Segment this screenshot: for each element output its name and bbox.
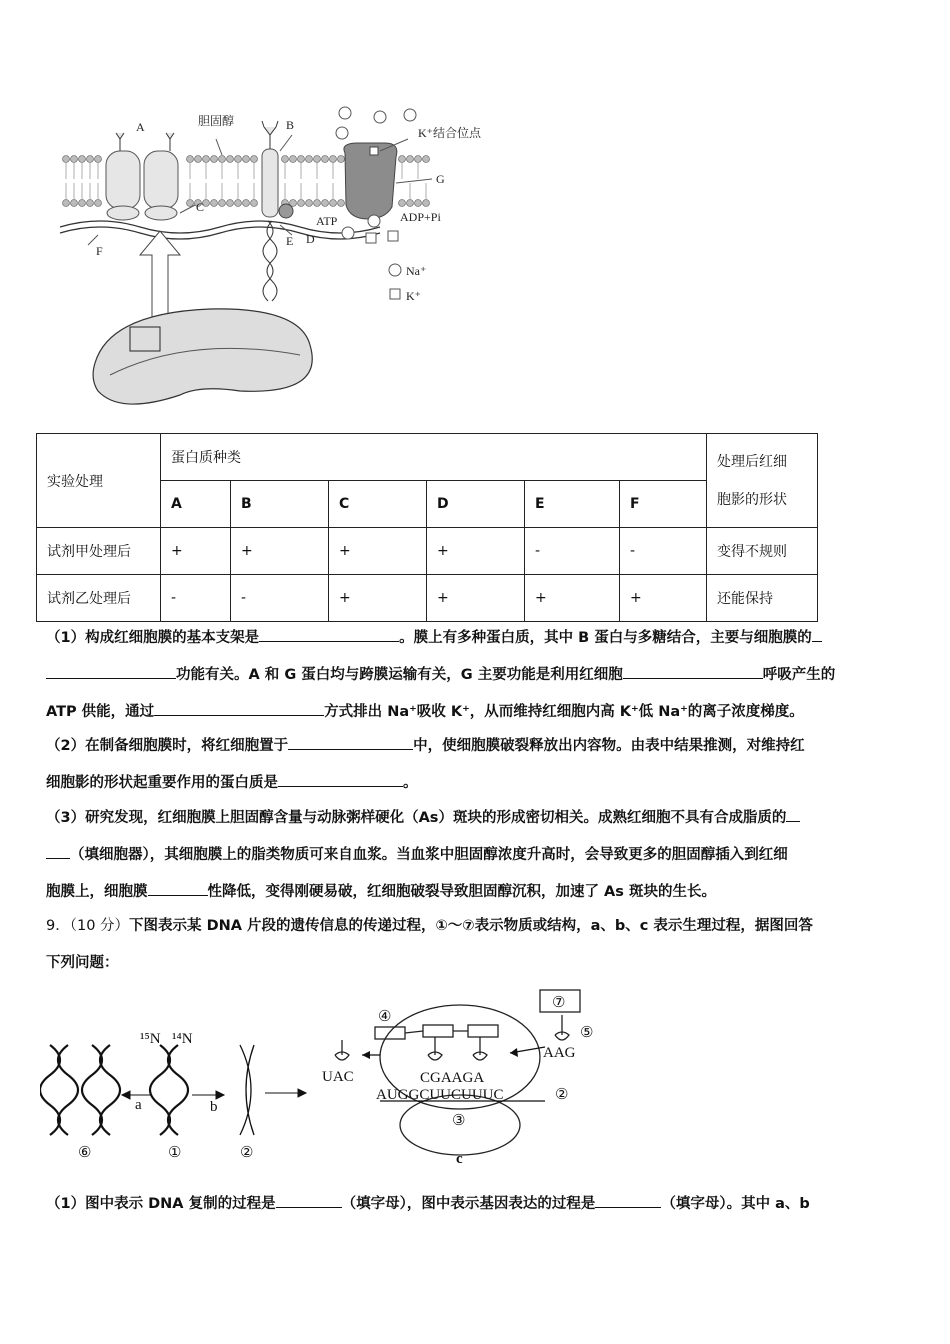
q9-stem-line2: 下列问题：: [46, 955, 119, 971]
label-B: B: [286, 118, 295, 132]
cell: -: [231, 575, 329, 622]
label-D: D: [306, 232, 315, 246]
label-14n: ¹⁴N: [172, 1031, 193, 1047]
answer-blank[interactable]: [786, 806, 800, 822]
cell: -: [525, 528, 620, 575]
trna-3: [555, 1015, 569, 1040]
protein-col-B: B: [231, 481, 329, 528]
q8-part1: [46, 620, 906, 731]
protein-col-C: C: [329, 481, 427, 528]
q8-part3: [46, 800, 906, 911]
cell: +: [231, 528, 329, 575]
red-cell-ghost: [93, 309, 312, 404]
q8-p1-text3: 功能有关。A 和 G 蛋白均与跨膜运输有关，G 主要功能是利用红细胞: [176, 667, 623, 683]
answer-blank[interactable]: [623, 663, 763, 679]
answer-blank[interactable]: [812, 626, 822, 642]
q8-p3-text4: 性降低，变得刚硬易破，红细胞破裂导致胆固醇沉积，加速了 As 斑块的生长。: [207, 884, 716, 900]
dna-helix-6b: [82, 1045, 120, 1135]
label-k-site: K⁺结合位点: [418, 126, 482, 140]
q9-sub1: [46, 1186, 906, 1223]
label-circle4: ④: [378, 1009, 392, 1025]
q9-stem: [46, 908, 906, 982]
label-circle2: ②: [555, 1087, 569, 1103]
label-circle2-left: ②: [240, 1145, 254, 1161]
label-circle3: ③: [452, 1113, 466, 1129]
label-aag: AAG: [543, 1045, 576, 1061]
row-shape: 还能保持: [707, 575, 818, 622]
protein-E-chain: [263, 221, 277, 301]
q8-p3-text2: （填细胞器），其细胞膜上的脂类物质可来自血浆。当血浆中胆固醇浓度升高时，会导致更多的胆固醇插入到红细: [70, 847, 788, 863]
answer-blank[interactable]: [46, 843, 70, 859]
cell: +: [329, 528, 427, 575]
label-b: b: [210, 1099, 218, 1115]
protein-col-F: F: [620, 481, 707, 528]
answer-blank[interactable]: [278, 771, 403, 787]
label-15n: ¹⁵N: [140, 1031, 161, 1047]
q8-p1-text2: 。膜上有多种蛋白质，其中 B 蛋白与多糖结合，主要与细胞膜的: [399, 630, 812, 646]
answer-blank[interactable]: [595, 1192, 661, 1208]
q9-points: （10 分）: [69, 918, 130, 934]
q9-sub1-text1: （1）图中表示 DNA 复制的过程是: [46, 1196, 276, 1212]
q8-p2-text3: 细胞影的形状起重要作用的蛋白质是: [46, 775, 278, 791]
cell: +: [620, 575, 707, 622]
q8-p1-text1: （1）构成红细胞膜的基本支架是: [46, 630, 260, 646]
protein-experiment-table: [36, 433, 818, 622]
label-cgaaga: CGAAGA: [420, 1070, 485, 1086]
label-uac: UAC: [322, 1069, 354, 1085]
answer-blank[interactable]: [46, 663, 176, 679]
cell: +: [427, 575, 525, 622]
label-circle5: ⑤: [580, 1025, 594, 1041]
header-shape: [707, 434, 818, 528]
label-circle7: ⑦: [552, 995, 566, 1011]
label-E: E: [286, 234, 294, 248]
q8-p3-text1: （3）研究发现，红细胞膜上胆固醇含量与动脉粥样硬化（As）斑块的形成密切相关。成熟红细胞不具有合成脂质的: [46, 810, 787, 826]
protein-B: [262, 121, 278, 217]
protein-col-A: A: [161, 481, 231, 528]
header-protein-types: 蛋白质种类: [161, 434, 707, 481]
q9-stem-line1: 下图表示某 DNA 片段的遗传信息的传递过程，①～⑦表示物质或结构，a、b、c 表示生理过程，据图回答: [129, 918, 813, 934]
q8-p1-text6: 方式排出 Na⁺吸收 K⁺，从而维持红细胞内高 K⁺低 Na⁺的离子浓度梯度。: [324, 704, 804, 720]
answer-blank[interactable]: [276, 1192, 342, 1208]
dna-transfer-figure: [40, 985, 620, 1170]
q9-sub1-text3: （填字母）。其中 a、b: [661, 1196, 810, 1212]
label-cholesterol: 胆固醇: [198, 114, 235, 128]
trna-uac: [335, 1040, 349, 1060]
protein-G-pump: [344, 143, 397, 219]
q8-p2-text2: 中，使细胞膜破裂释放出内容物。由表中结果推测，对维持红: [413, 738, 805, 754]
membrane-structure-figure: [40, 95, 540, 425]
dna-helix-6a: [40, 1045, 78, 1135]
legend-k: K⁺: [406, 289, 421, 303]
row-shape: 变得不规则: [707, 528, 818, 575]
table-row: [37, 528, 818, 575]
trna-1: [428, 1037, 442, 1060]
protein-col-D: D: [427, 481, 525, 528]
table-row: [37, 575, 818, 622]
label-A: A: [136, 120, 145, 134]
header-shape-line2: 胞影的形状: [717, 491, 787, 508]
label-c: c: [456, 1151, 463, 1167]
q8-p2-text4: 。: [403, 775, 418, 791]
protein-A: [106, 133, 178, 220]
q8-p1-text4: 呼吸产生的: [762, 667, 836, 683]
cell: +: [427, 528, 525, 575]
cell: +: [161, 528, 231, 575]
q8-part2: [46, 728, 906, 802]
q8-p3-text3: 胞膜上，细胞膜: [46, 884, 148, 900]
q9-sub1-text2: （填字母），图中表示基因表达的过程是: [341, 1196, 596, 1212]
label-atp: ATP: [316, 214, 338, 228]
row-label: 试剂乙处理后: [37, 575, 161, 622]
label-G: G: [436, 172, 445, 186]
header-treatment: 实验处理: [37, 434, 161, 528]
label-C: C: [196, 200, 205, 214]
protein-D: [279, 204, 293, 218]
cell: -: [620, 528, 707, 575]
cell: -: [161, 575, 231, 622]
q8-p1-text5: ATP 供能，通过: [46, 704, 155, 720]
label-circle6: ⑥: [78, 1145, 92, 1161]
cell: +: [329, 575, 427, 622]
answer-blank[interactable]: [259, 626, 399, 642]
q8-p2-text1: （2）在制备细胞膜时，将红细胞置于: [46, 738, 289, 754]
cell: +: [525, 575, 620, 622]
label-F: F: [96, 244, 103, 258]
label-mrna: AUGGCUUCUUUC: [376, 1087, 504, 1103]
protein-col-E: E: [525, 481, 620, 528]
dna-helix-1: [150, 1045, 188, 1135]
answer-blank[interactable]: [288, 734, 413, 750]
label-circle1: ①: [168, 1145, 182, 1161]
answer-blank[interactable]: [148, 880, 208, 896]
trna-2: [473, 1037, 487, 1060]
q9-number: 9．: [46, 918, 70, 934]
row-label: 试剂甲处理后: [37, 528, 161, 575]
legend-na: Na⁺: [406, 264, 427, 278]
label-a: a: [135, 1097, 142, 1113]
answer-blank[interactable]: [154, 700, 324, 716]
header-shape-line1: 处理后红细: [717, 453, 787, 470]
label-adp: ADP+Pi: [400, 210, 441, 224]
